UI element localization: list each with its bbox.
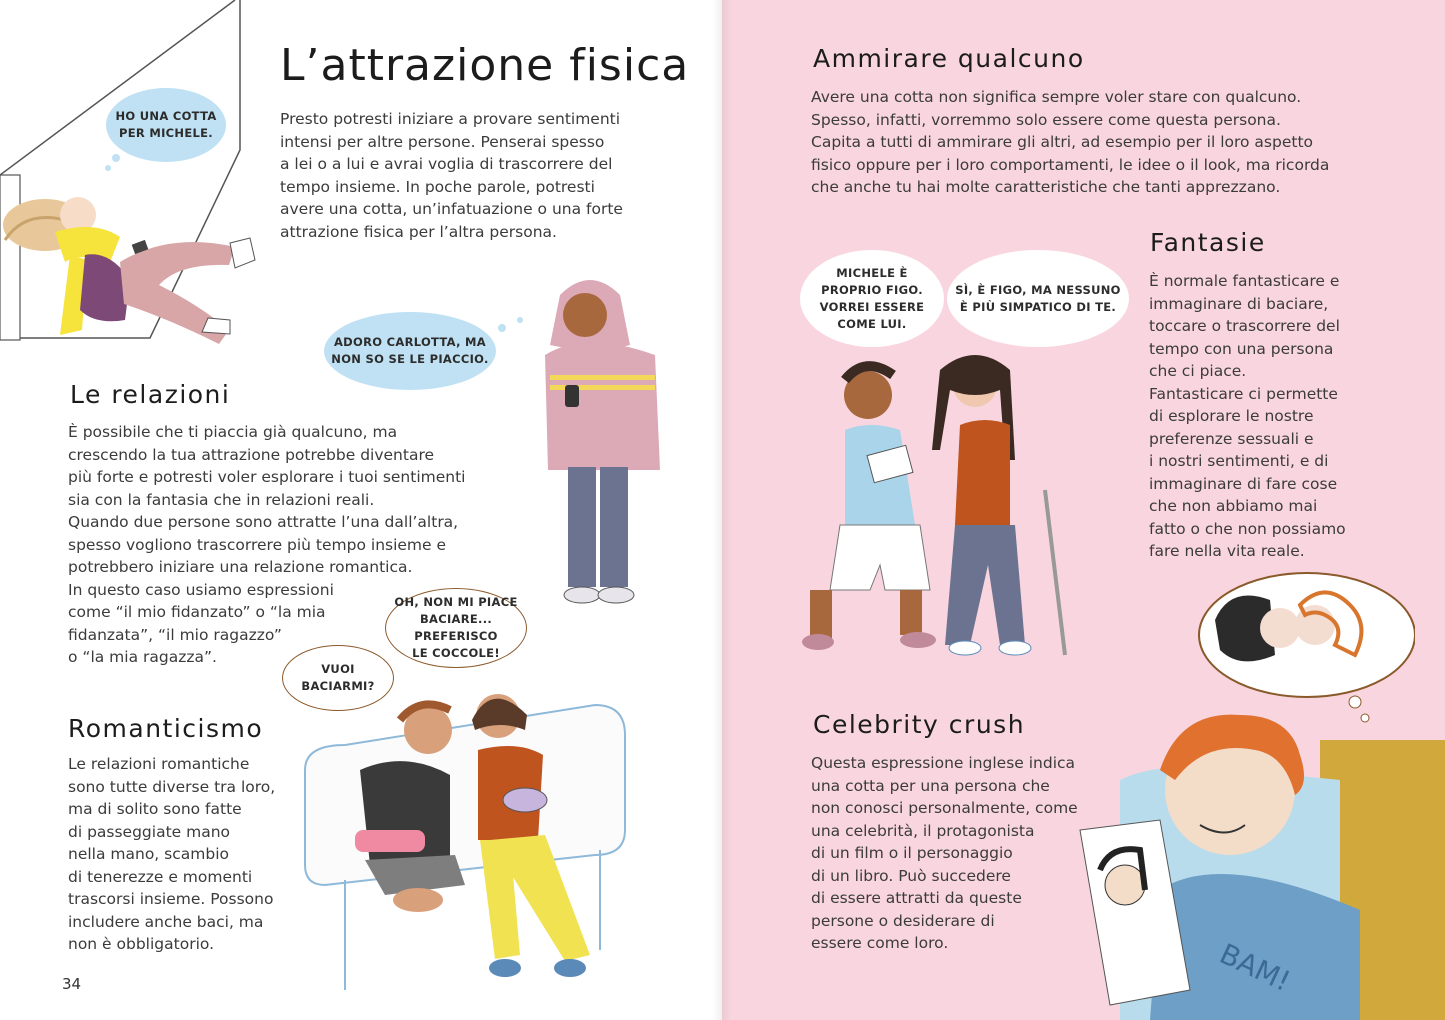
- heading-romanticismo: Romanticismo: [68, 714, 264, 743]
- heading-celebrity-crush: Celebrity crush: [813, 710, 1026, 739]
- friends-walking-illustration: [800, 350, 1070, 665]
- boy-reading-magazine-illustration: [1060, 690, 1445, 1020]
- speech-bubble-figo: SÌ, È FIGO, MA NESSUNO È PIÙ SIMPATICO DI TE.: [947, 250, 1129, 347]
- page-title: L’attrazione fisica: [280, 40, 690, 91]
- thought-dots: [492, 312, 532, 336]
- celebrity-paragraph: Questa espressione inglese indica una cotta per una persona che non conosci personalmente, come una celebrità, il protagonista di un film o il personaggio di un libro. Può succedere di essere attratti da queste persone o desiderare di essere come loro.: [811, 754, 1078, 952]
- thought-dots: [100, 150, 130, 180]
- speech-bubble-cotta: HO UNA COTTA PER MICHELE.: [106, 88, 226, 162]
- shirt-text: BAM!: [1214, 937, 1296, 999]
- romanticismo-paragraph: Le relazioni romantiche sono tutte diverse tra loro, ma di solito sono fatte di passeggiate mano nella mano, scambio di tenerezze e momenti trascorsi insieme. Possono includere anche baci, ma non è obbligatorio.: [68, 755, 276, 953]
- speech-bubble-michele: MICHELE È PROPRIO FIGO. VORREI ESSERE COME LUI.: [800, 250, 944, 347]
- book-gutter: [712, 0, 732, 1020]
- ammirare-paragraph: Avere una cotta non significa sempre voler stare con qualcuno. Spesso, infatti, vorremmo solo essere come questa persona. Capita a tutti di ammirare gli altri, ad esempio per il loro aspetto fisico oppure per i loro comportamenti, le idee o il look, ma ricorda che anche tu hai molte caratteristiche che tanti apprezzano.: [811, 88, 1330, 196]
- page-number: 34: [62, 975, 82, 993]
- heading-ammirare-qualcuno: Ammirare qualcuno: [813, 44, 1085, 73]
- fantasie-paragraph: È normale fantasticare e immaginare di baciare, toccare o trascorrere del tempo con una persona che ci piace. Fantasticare ci permette di esplorare le nostre preferenze sessuali e i nostri sentimenti, e di immaginare di fare cose che non abbiamo mai fatto o che non possiamo fare nella vita reale.: [1149, 272, 1346, 560]
- speech-bubble-vuoi-baciarmi: VUOI BACIARMI?: [282, 645, 394, 711]
- heading-fantasie: Fantasie: [1150, 228, 1266, 257]
- relazioni-paragraph: È possibile che ti piaccia già qualcuno, ma crescendo la tua attrazione potrebbe diventare più forte e potresti voler esplorare i tuoi sentimenti sia con la fantasia che in relazioni reali. Quando due persone sono attratte l’una dall’altra, spesso vogliono trascorrere più tempo insieme e potrebbero iniziare una relazione romantica. In questo caso usiamo espressioni come “il mio fidanzato” o “la mia fidanzata”, “il mio ragazzo” o “la mia ragazza”.: [68, 423, 466, 666]
- speech-bubble-carlotta: ADORO CARLOTTA, MA NON SO SE LE PIACCIO.: [324, 312, 496, 390]
- girl-on-window-illustration: [0, 0, 270, 345]
- intro-paragraph: Presto potresti iniziare a provare sentimenti intensi per altre persone. Penserai spesso a lei o a lui e avrai voglia di trascorrere del tempo insieme. In poche parole, potresti avere una cotta, un’infatuazione o una forte attrazione fisica per l’altra persona.: [280, 110, 623, 241]
- speech-bubble-baciare: OH, NON MI PIACE BACIARE... PREFERISCO LE COCCOLE!: [385, 588, 527, 668]
- heading-le-relazioni: Le relazioni: [70, 380, 231, 409]
- couple-on-bench-illustration: [300, 690, 645, 1015]
- boy-hoodie-illustration: [540, 275, 660, 615]
